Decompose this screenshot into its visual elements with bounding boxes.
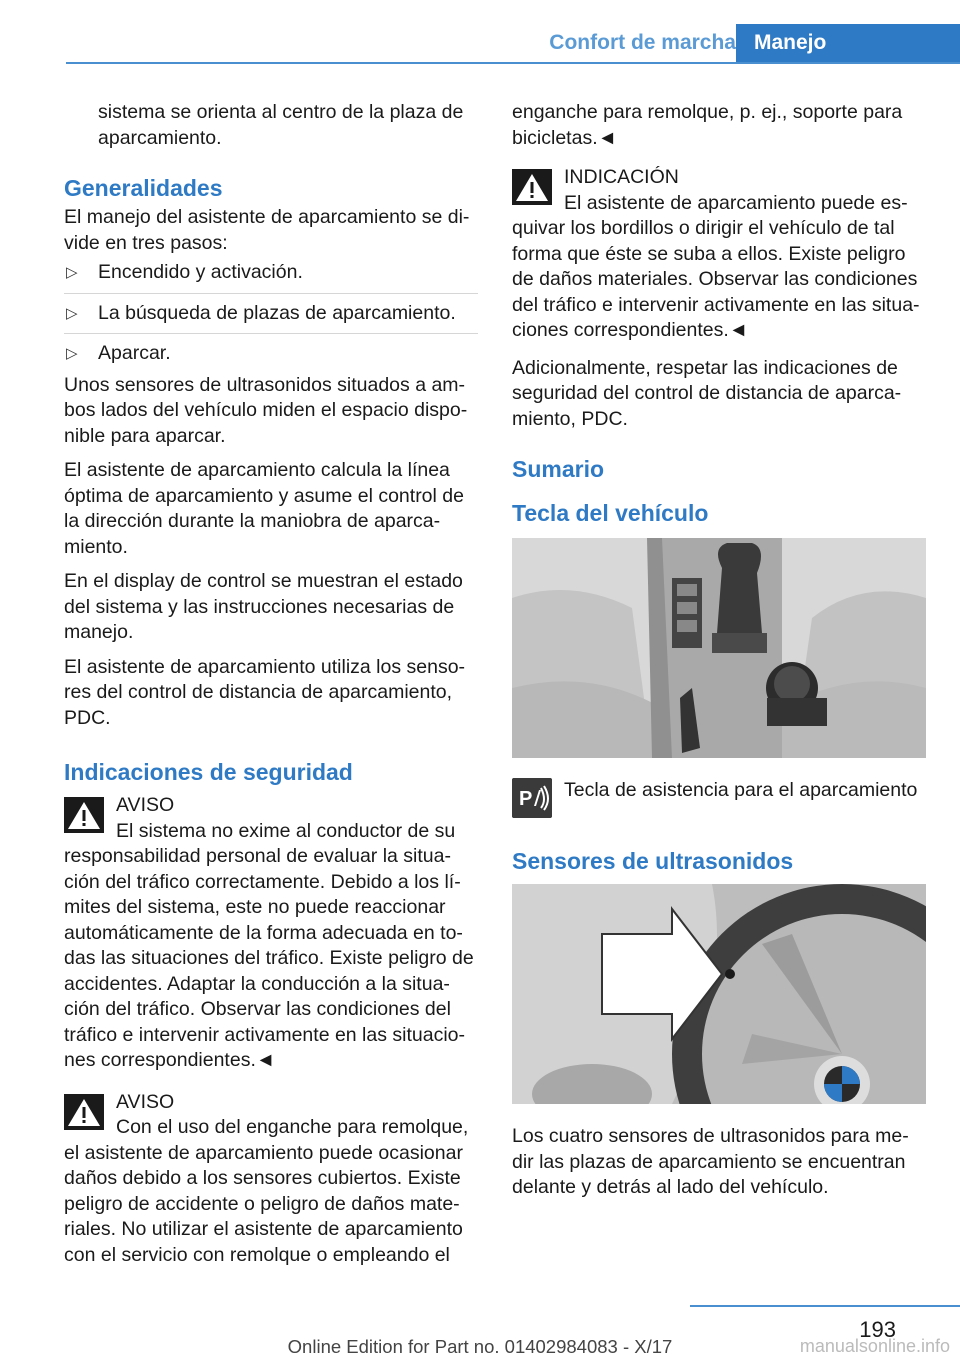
note-text: El asistente de aparcamiento puede es- quivar los bordillos o dirigir el vehículo de tal forma que éste se suba a ellos. Existe peligro de daños materiales. Observar las condiciones del tráfico e intervenir activamente en las situa- ciones correspondientes.◄ (512, 191, 920, 341)
footer-rule (690, 1305, 960, 1307)
paragraph: Adicionalmente, respetar las indicaciones de seguridad del control de distancia de aparca- miento, PDC. (512, 356, 902, 430)
warning-block (64, 1090, 478, 1269)
edition-footer: Online Edition for Part no. 01402984083 - X/17 (287, 1336, 673, 1357)
svg-text:P: P (519, 788, 533, 810)
tecla-heading: Tecla del vehículo (512, 500, 709, 526)
sumario-heading: Sumario (512, 456, 605, 482)
triangle-bullet-icon: ▷ (66, 304, 78, 322)
list-item: ▷ La búsqueda de plazas de aparcamiento. (64, 301, 478, 335)
triangle-bullet-icon: ▷ (66, 345, 78, 362)
ultrasonic-sensor-photo (512, 884, 926, 1104)
watermark-text: manualsonline.info (799, 1336, 950, 1356)
header-section-tab: Confort de marcha (549, 31, 736, 54)
warning-title: AVISO (116, 794, 175, 816)
continued-text: enganche para remolque, p. ej., soporte para bicicletas.◄ (512, 101, 903, 149)
page-number: 193 (859, 1317, 896, 1342)
sensores-heading: Sensores de ultrasonidos (512, 848, 794, 874)
tecla-caption: Tecla de asistencia para el aparcamiento (564, 779, 918, 801)
warning-text: El sistema no exime al conductor de su responsabilidad personal de evaluar la situa- ción del tráfico correctamente. Debido a los lí- mites del sistema, este no puede reaccionar automáticamente de la forma adecuada en to- das las situaciones del tráfico. Existe peligro de accidentes. Adaptar la conducción a la situa- ción del tráfico. Observar las condiciones del tráfico e intervenir activamente en las situacio- nes correspondientes.◄ (64, 819, 474, 1071)
warning-block (64, 793, 478, 1074)
gear-console-photo (512, 538, 926, 758)
sensores-text: Los cuatro sensores de ultrasonidos para me- dir las plazas de aparcamiento se encuentran delante y detrás al lado del vehículo. (512, 1125, 909, 1198)
warning-triangle-icon (64, 797, 104, 833)
warning-text: Con el uso del enganche para remolque, el asistente de aparcamiento puede ocasionar daños debido a los sensores cubiertos. Existe peligro de accidente o peligro de daños mate- riales. No utilizar el asistente de aparcamiento con el servicio con remolque o empleando el (64, 1116, 469, 1266)
note-title: INDICACIÓN (564, 166, 679, 188)
triangle-bullet-icon: ▷ (66, 264, 78, 281)
note-block (512, 165, 926, 344)
paragraph: El asistente de aparcamiento calcula la línea óptima de aparcamiento y asume el control de la dirección durante la maniobra de aparca- miento. (64, 459, 464, 558)
list-item: ▷ Encendido y activación. (64, 260, 478, 294)
header-rule (66, 62, 960, 64)
list-item: ▷ Aparcar. (64, 341, 478, 370)
security-heading: Indicaciones de seguridad (64, 759, 353, 785)
generalidades-heading: Generalidades (64, 175, 223, 201)
header-chapter-tab: Manejo (736, 24, 960, 62)
generalidades-text: El manejo del asistente de aparcamiento se di- vide en tres pasos: (64, 206, 470, 254)
steps-list (64, 260, 478, 370)
warning-triangle-icon (512, 169, 552, 205)
warning-triangle-icon (64, 1094, 104, 1130)
paragraph: En el display de control se muestran el estado del sistema y las instrucciones necesarias de manejo. (64, 570, 463, 643)
warning-title: AVISO (116, 1090, 175, 1113)
left-column (64, 100, 478, 1280)
paragraph: Unos sensores de ultrasonidos situados a am- bos lados del vehículo miden el espacio dispo- nible para aparcar. (64, 373, 468, 447)
paragraph: El asistente de aparcamiento utiliza los senso- res del control de distancia de aparcamiento, PDC. (64, 655, 466, 729)
caption-row (512, 778, 926, 824)
right-column (512, 100, 926, 1210)
intro-text: sistema se orienta al centro de la plaza de aparcamiento. (98, 101, 464, 149)
parking-assist-button-icon (512, 778, 552, 818)
